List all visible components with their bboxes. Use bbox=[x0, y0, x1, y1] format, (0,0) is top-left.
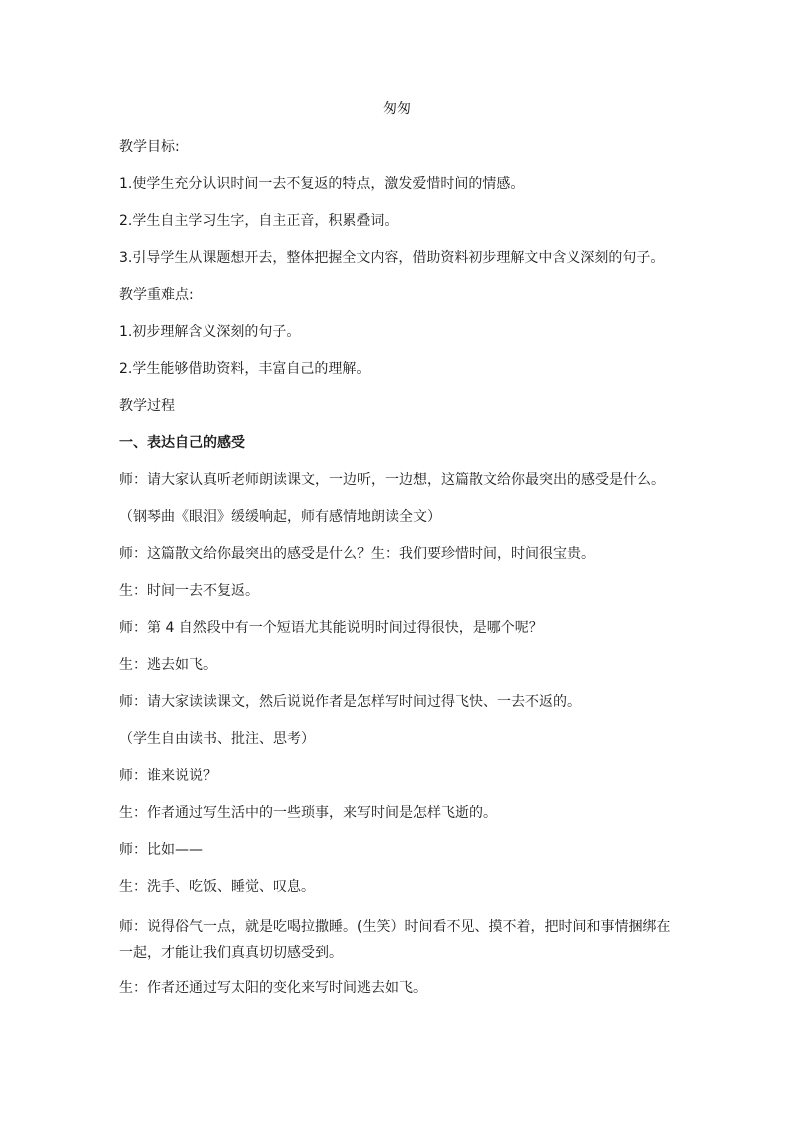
dialogue-line: 生：洗手、吃饭、睡觉、叹息。 bbox=[119, 879, 315, 895]
dialogue-line: 师：谁来说说？ bbox=[119, 768, 217, 784]
stage-note: （钢琴曲《眼泪》缓缓响起，师有感情地朗读全文） bbox=[119, 509, 441, 525]
dialogue-line: 师：请大家读读课文，然后说说作者是怎样写时间过得飞快、一去不返的。 bbox=[119, 694, 581, 710]
section-heading-goals: 教学目标: bbox=[119, 139, 180, 155]
dialogue-line: 生：时间一去不复返。 bbox=[119, 583, 259, 599]
dialogue-line: 生：逃去如飞。 bbox=[119, 657, 217, 673]
dialogue-line: 生：作者通过写生活中的一些琐事，来写时间是怎样飞逝的。 bbox=[119, 805, 497, 821]
dialogue-line: 师：这篇散文给你最突出的感受是什么？生：我们要珍惜时间，时间很宝贵。 bbox=[119, 546, 595, 562]
paragraph: 2.学生自主学习生字，自主正音，积累叠词。 bbox=[119, 213, 399, 229]
section-heading-process: 教学过程 bbox=[119, 398, 175, 414]
section-heading-key-points: 教学重难点: bbox=[119, 287, 194, 303]
dialogue-line: 生：作者还通过写太阳的变化来写时间逃去如飞。 bbox=[119, 980, 427, 996]
subsection-heading: 一、表达自己的感受 bbox=[119, 435, 245, 451]
paragraph: 3.引导学生从课题想开去，整体把握全文内容，借助资料初步理解文中含义深刻的句子。 bbox=[119, 250, 665, 266]
paragraph: 1.使学生充分认识时间一去不复返的特点，激发爱惜时间的情感。 bbox=[119, 176, 525, 192]
paragraph: 1.初步理解含义深刻的句子。 bbox=[119, 324, 301, 340]
document-title: 匆匆 bbox=[383, 101, 411, 117]
paragraph: 2.学生能够借助资料，丰富自己的理解。 bbox=[119, 361, 371, 377]
stage-note: （学生自由读书、批注、思考） bbox=[119, 731, 315, 747]
dialogue-line: 师：第 4 自然段中有一个短语尤其能说明时间过得很快，是哪个呢？ bbox=[119, 620, 543, 636]
dialogue-line: 师：说得俗气一点，就是吃喝拉撒睡。(生笑）时间看不见、摸不着，把时间和事情捆绑在一起，才能让我们真真切切感受到。 bbox=[119, 919, 671, 961]
dialogue-line: 师：请大家认真听老师朗读课文，一边听，一边想，这篇散文给你最突出的感受是什么。 bbox=[119, 472, 665, 488]
dialogue-line: 师：比如—— bbox=[119, 842, 203, 858]
